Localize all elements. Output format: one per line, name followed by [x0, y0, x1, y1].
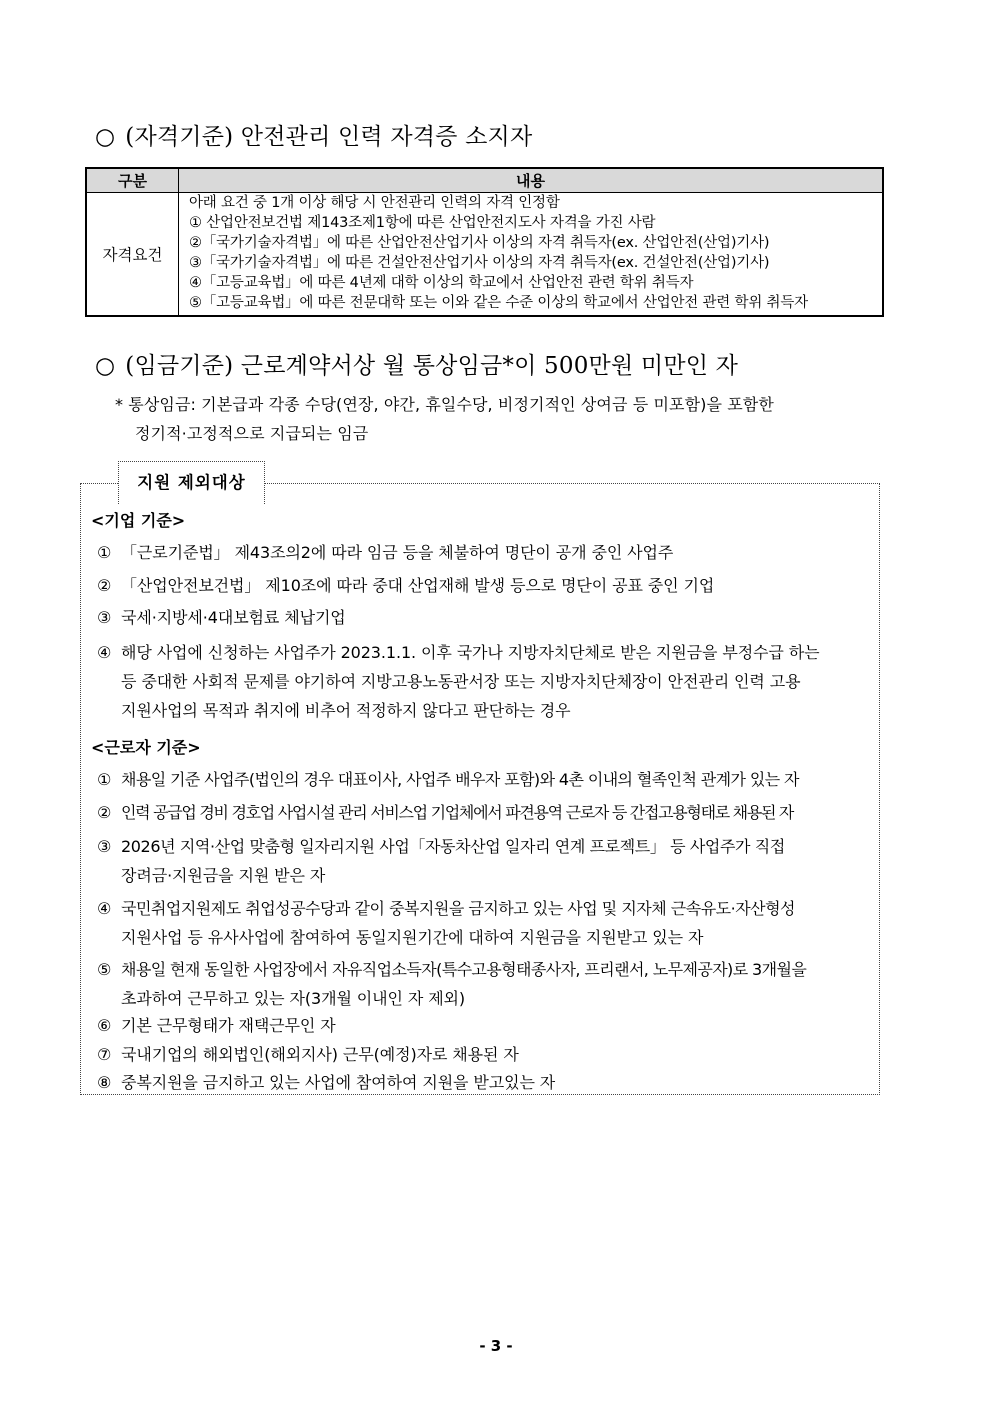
- page-number: - 3 -: [479, 1337, 513, 1355]
- heading-text: (임금기준) 근로계약서상 월 통상임금*이 500만원 미만인 자: [125, 353, 739, 379]
- row-content: [179, 193, 884, 317]
- wage-footnote: [115, 390, 890, 448]
- item-number: ⑦: [97, 1045, 112, 1064]
- list-item: [97, 605, 346, 628]
- list-item: [97, 638, 819, 725]
- requirement-item: ① 산업안전보건법 제143조제1항에 따른 산업안전지도사 자격을 가진 사람: [189, 215, 656, 231]
- worker-criteria-heading: <근로자 기준>: [91, 738, 201, 757]
- row-label: 자격요건: [86, 193, 179, 317]
- item-text: 채용일 기준 사업주(법인의 경우 대표이사, 사업주 배우자 포함)와 4촌 이내의 혈족인척 관계가 있는 자: [121, 770, 799, 789]
- item-number: ①: [97, 543, 112, 562]
- table-header-row: [86, 168, 883, 193]
- item-number: ⑥: [97, 1016, 112, 1035]
- item-number: ③: [97, 837, 112, 856]
- requirement-item: ⑤「고등교육법」에 따른 전문대학 또는 이와 같은 수준 이상의 학교에서 산업안전 관련 학위 취득자: [189, 295, 808, 311]
- item-number: ②: [97, 576, 112, 595]
- item-text: 지원사업의 목적과 취지에 비추어 적정하지 않다고 판단하는 경우: [121, 701, 571, 720]
- company-criteria-heading: <기업 기준>: [91, 511, 186, 530]
- list-item: [97, 767, 799, 790]
- item-text: 「근로기준법」 제43조의2에 따라 임금 등을 체불하여 명단이 공개 중인 사업주: [121, 543, 674, 562]
- item-number: ②: [97, 803, 112, 822]
- item-number: ⑧: [97, 1073, 112, 1092]
- list-item: [97, 955, 806, 1013]
- item-text: 인력 공급업 경비 경호업 사업시설 관리 서비스업 기업체에서 파견용역 근로자 등 간접고용형태로 채용된 자: [121, 803, 794, 822]
- item-text: 국민취업지원제도 취업성공수당과 같이 중복지원을 금지하고 있는 사업 및 지자체 근속유도·자산형성: [121, 899, 796, 918]
- header-content: 내용: [179, 168, 884, 193]
- item-number: ⑤: [97, 960, 112, 979]
- heading-text: (자격기준) 안전관리 인력 자격증 소지자: [125, 124, 533, 150]
- item-text: 지원사업 등 유사사업에 참여하여 동일지원기간에 대하여 지원금을 지원받고 있는 자: [121, 928, 704, 947]
- list-item: [97, 894, 795, 952]
- requirement-item: ④「고등교육법」에 따른 4년제 대학 이상의 학교에서 산업안전 관련 학위 취득자: [189, 275, 694, 291]
- item-text: 2026년 지역·산업 맞춤형 일자리지원 사업「자동차산업 일자리 연계 프로젝트」 등 사업주가 직접: [121, 837, 785, 856]
- footnote-line: 정기적·고정적으로 지급되는 임금: [135, 424, 369, 443]
- item-number: ④: [97, 643, 112, 662]
- item-text: 채용일 현재 동일한 사업장에서 자유직업소득자(특수고용형태종사자, 프리랜서, 노무제공자)로 3개월을: [121, 960, 807, 979]
- circle-bullet-icon: ○: [95, 124, 116, 150]
- section-heading-wage: [95, 347, 738, 380]
- list-item: [97, 1013, 336, 1036]
- item-text: 중복지원을 금지하고 있는 사업에 참여하여 지원을 받고있는 자: [121, 1073, 556, 1092]
- header-category: 구분: [86, 168, 179, 193]
- item-text: 「산업안전보건법」 제10조에 따라 중대 산업재해 발생 등으로 명단이 공표 중인 기업: [121, 576, 715, 595]
- item-text: 국내기업의 해외법인(해외지사) 근무(예정)자로 채용된 자: [121, 1045, 519, 1064]
- item-text: 등 중대한 사회적 문제를 야기하여 지방고용노동관서장 또는 지방자치단체장이 안전관리 인력 고용: [121, 672, 801, 691]
- list-item: [97, 540, 673, 563]
- list-item: [97, 573, 714, 596]
- list-item: [97, 800, 793, 823]
- item-text: 해당 사업에 신청하는 사업주가 2023.1.1. 이후 국가나 지방자치단체로 받은 지원금을 부정수급 하는: [121, 643, 820, 662]
- list-item: [97, 832, 785, 890]
- item-text: 초과하여 근무하고 있는 자(3개월 이내인 자 제외): [121, 989, 466, 1008]
- item-number: ④: [97, 899, 112, 918]
- requirement-item: ③「국가기술자격법」에 따른 건설안전산업기사 이상의 자격 취득자(ex. 건설안전(산업)기사): [189, 255, 770, 271]
- section-heading-qualification: [95, 118, 532, 151]
- list-item: [97, 1042, 519, 1065]
- qualification-table: [85, 167, 884, 317]
- exclusion-box-title: 지원 제외대상: [118, 461, 265, 504]
- requirement-item: ②「국가기술자격법」에 따른 산업안전산업기사 이상의 자격 취득자(ex. 산업안전(산업)기사): [189, 235, 770, 251]
- item-text: 국세·지방세·4대보험료 체납기업: [121, 608, 346, 627]
- item-number: ③: [97, 608, 112, 627]
- footnote-line: * 통상임금: 기본급과 각종 수당(연장, 야간, 휴일수당, 비정기적인 상여금 등 미포함)을 포함한: [115, 395, 774, 414]
- item-text: 장려금·지원금을 지원 받은 자: [121, 866, 326, 885]
- table-row: [86, 193, 883, 317]
- item-number: ①: [97, 770, 112, 789]
- requirement-intro: 아래 요건 중 1개 이상 해당 시 안전관리 인력의 자격 인정함: [189, 195, 560, 211]
- circle-bullet-icon: ○: [95, 353, 116, 379]
- list-item: [97, 1070, 555, 1093]
- item-text: 기본 근무형태가 재택근무인 자: [121, 1016, 336, 1035]
